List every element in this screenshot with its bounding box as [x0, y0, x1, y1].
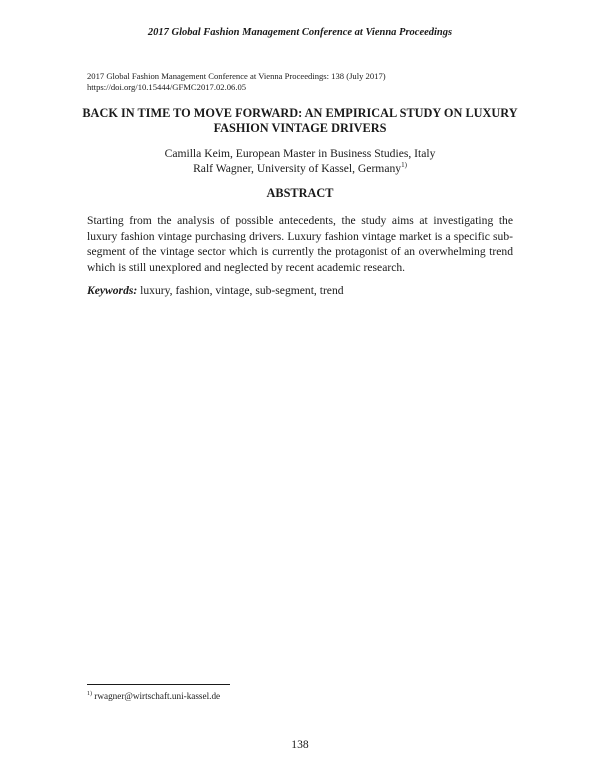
footnote [87, 691, 220, 702]
keywords-label: Keywords: [87, 284, 138, 297]
footnote-mark: 1) [87, 691, 92, 697]
citation-block [87, 71, 386, 93]
paper-title: BACK IN TIME TO MOVE FORWARD: AN EMPIRICAL STUDY ON LUXURY FASHION VINTAGE DRIVERS [82, 106, 518, 135]
footnote-divider [87, 684, 230, 685]
footnote-marker[interactable]: 1) [401, 161, 407, 169]
author-camilla-keim: Camilla Keim, European Master in Business Studies, Italy [164, 147, 436, 160]
author-ralf-wagner-name: Ralf Wagner, University of Kassel, Germany [193, 162, 402, 175]
keywords-value: luxury, fashion, vintage, sub-segment, trend [140, 284, 344, 297]
doi-link[interactable]: https://doi.org/10.15444/GFMC2017.02.06.05 [87, 82, 247, 92]
page-number: 138 [291, 738, 309, 751]
abstract-heading: ABSTRACT [266, 186, 334, 200]
citation-line: 2017 Global Fashion Management Conference at Vienna Proceedings: 138 (July 2017) [87, 71, 386, 81]
keywords-line [87, 283, 513, 298]
abstract-body: Starting from the analysis of possible antecedents, the study aims at investigating the luxury fashion vintage purchasing drivers. Luxury fashion vintage market is a specific sub-segment of the vintage sector which is currently the protagonist of an overwhelming trend which is still unexplored and neglected by recent academic research. [87, 214, 513, 274]
running-header: 2017 Global Fashion Management Conference at Vienna Proceedings [147, 27, 453, 38]
footnote-email[interactable]: rwagner@wirtschaft.uni-kassel.de [94, 691, 221, 701]
author-ralf-wagner [80, 161, 520, 176]
author-block [80, 146, 520, 176]
